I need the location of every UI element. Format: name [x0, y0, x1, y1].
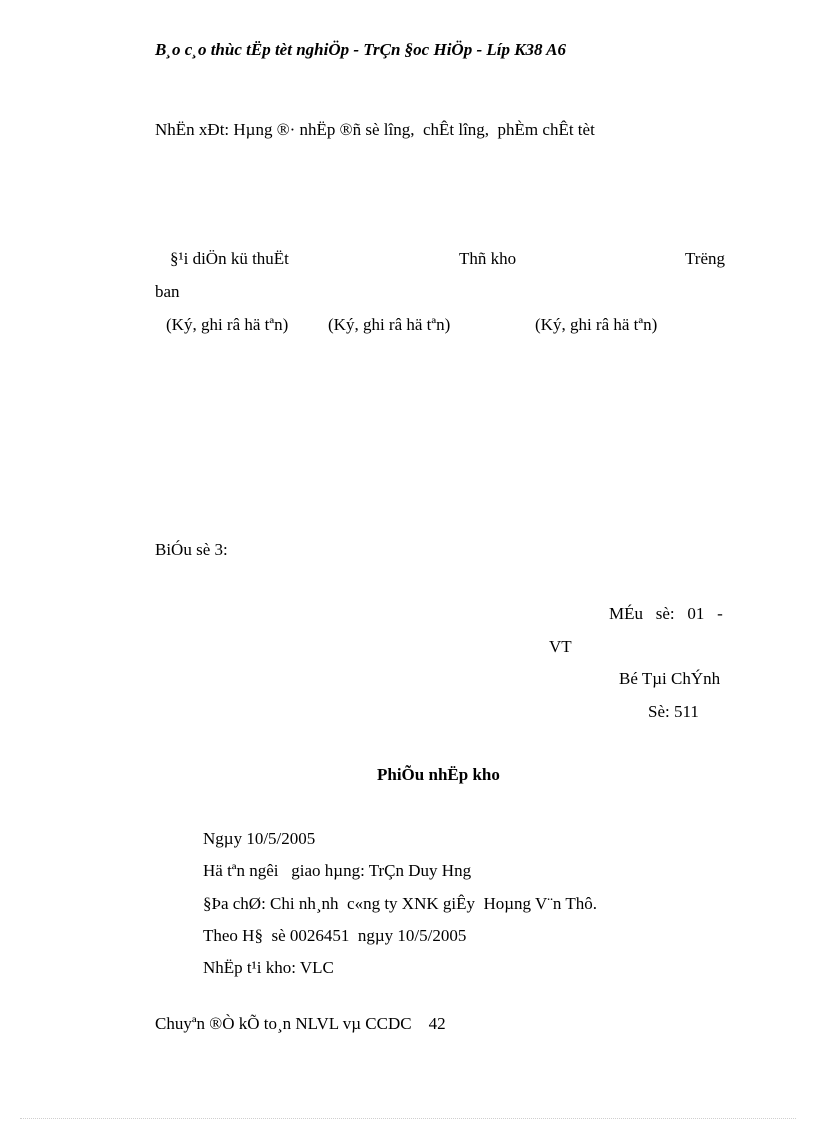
form-number-cont: VT: [549, 637, 572, 656]
page-footer: Chuyªn ®Ò kÕ to¸n NLVL vµ CCDC 42: [155, 1014, 446, 1033]
deliverer-address: §Þa chØ: Chi nh¸nh c«ng ty XNK giÊy Hoµng V¨n Thô.: [203, 894, 598, 913]
document-title: PhiÕu nhËp kho: [377, 765, 500, 784]
signature-note: (Ký, ghi râ hä tªn): [535, 315, 658, 334]
signature-note: (Ký, ghi râ hä tªn): [328, 315, 451, 334]
warehouse-location: NhËp t¹i kho: VLC: [203, 958, 334, 977]
form-number: MÉu sè: 01 -: [609, 604, 723, 623]
page-header: B¸o c¸o thùc tËp tèt nghiÖp - TrÇn §oc HiÖp - Líp K38 A6: [155, 40, 567, 59]
footer-divider: [20, 1118, 796, 1119]
receipt-date: Ngµy 10/5/2005: [203, 829, 316, 848]
inspection-note: NhËn xÐt: Hµng ®· nhËp ®ñ sè lîng, chÊt lîng, phÈm chÊt tèt: [155, 120, 595, 139]
signature-title-technical-rep: §¹i diÖn kü thuËt: [170, 249, 289, 268]
ministry-label: Bé Tµi ChÝnh: [619, 669, 721, 688]
deliverer-name: Hä tªn ngêi giao hµng: TrÇn Duy Hng: [203, 861, 472, 880]
signature-title-warehouse-keeper: Thñ kho: [459, 249, 517, 268]
invoice-reference: Theo H§ sè 0026451 ngµy 10/5/2005: [203, 926, 467, 945]
appendix-label: BiÓu sè 3:: [155, 540, 228, 559]
signature-title-head: Trëng: [685, 249, 725, 268]
signature-note: (Ký, ghi râ hä tªn): [166, 315, 289, 334]
signature-title-head-cont: ban: [155, 282, 180, 301]
document-number: Sè: 511: [648, 702, 699, 721]
